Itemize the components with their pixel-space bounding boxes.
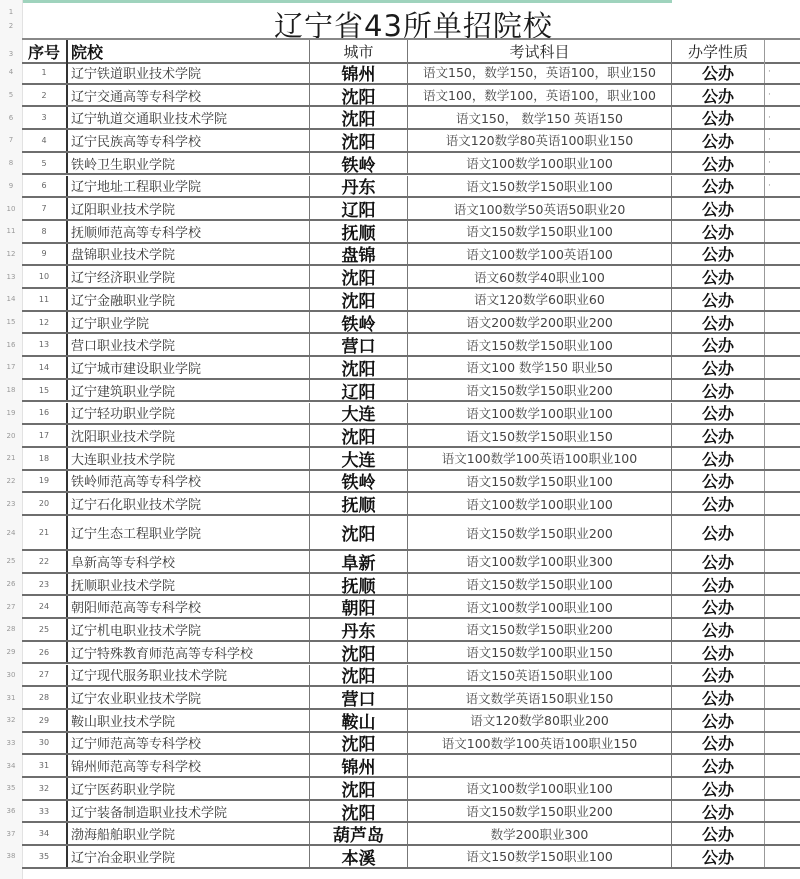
cell-type[interactable]: 公办 xyxy=(672,403,765,424)
table-row xyxy=(22,448,800,471)
cell-extra[interactable] xyxy=(765,289,800,310)
header-city[interactable]: 城市 xyxy=(310,40,408,62)
sheet-row-number[interactable]: 35 xyxy=(6,784,16,793)
cell-type[interactable]: 公办 xyxy=(672,574,765,595)
cell-school[interactable]: 铁岭卫生职业学院 xyxy=(68,153,310,174)
cell-subjects[interactable]: 语文150数学150职业100 xyxy=(408,176,672,197)
cell-school[interactable]: 辽宁轨道交通职业技术学院 xyxy=(68,107,310,128)
cell-city[interactable]: 锦州 xyxy=(310,755,408,776)
cell-type[interactable]: 公办 xyxy=(672,221,765,242)
table-row xyxy=(22,710,800,733)
cell-type[interactable]: 公办 xyxy=(672,687,765,708)
cell-school[interactable]: 辽宁农业职业技术学院 xyxy=(68,687,310,708)
table-row xyxy=(22,380,800,403)
sheet-row-number[interactable]: 22 xyxy=(6,476,16,485)
cell-no[interactable]: 3 xyxy=(22,107,68,128)
cell-city[interactable]: 沈阳 xyxy=(310,425,408,446)
sheet-row-number[interactable]: 14 xyxy=(6,295,16,304)
cell-subjects[interactable]: 语文150数学150职业100 xyxy=(408,334,672,355)
cell-extra[interactable]: · xyxy=(768,135,771,146)
cell-type[interactable]: 公办 xyxy=(672,642,765,663)
cell-type[interactable]: 公办 xyxy=(672,755,765,776)
cell-no[interactable]: 14 xyxy=(22,357,68,378)
cell-city[interactable]: 沈阳 xyxy=(310,665,408,686)
cell-school[interactable]: 大连职业技术学院 xyxy=(68,448,310,469)
cell-extra[interactable]: · xyxy=(768,180,771,191)
cell-school[interactable]: 辽宁师范高等专科学校 xyxy=(68,733,310,754)
cell-type[interactable]: 公办 xyxy=(672,380,765,401)
cell-city[interactable]: 沈阳 xyxy=(310,642,408,663)
cell-extra[interactable] xyxy=(765,334,800,355)
cell-subjects[interactable]: 语文100数学100职业100 xyxy=(408,403,672,424)
cell-school[interactable]: 鞍山职业技术学院 xyxy=(68,710,310,731)
cell-type[interactable]: 公办 xyxy=(672,493,765,514)
sheet-row-number[interactable]: 21 xyxy=(6,454,16,463)
cell-subjects[interactable]: 语文100 数学150 职业50 xyxy=(408,357,672,378)
sheet-row-number[interactable]: 8 xyxy=(8,159,14,168)
cell-school[interactable]: 营口职业技术学院 xyxy=(68,334,310,355)
table-row xyxy=(22,107,800,130)
sheet-row-number[interactable]: 24 xyxy=(6,528,16,537)
cell-subjects[interactable]: 语文150， 数学150 英语150 xyxy=(408,107,672,128)
table-row xyxy=(22,642,800,665)
cell-subjects[interactable]: 语文120数学80职业200 xyxy=(408,710,672,731)
cell-school[interactable]: 辽宁石化职业技术学院 xyxy=(68,493,310,514)
cell-city[interactable]: 抚顺 xyxy=(310,574,408,595)
cell-type[interactable]: 公办 xyxy=(672,471,765,492)
cell-subjects[interactable]: 语文150数学150职业100 xyxy=(408,221,672,242)
table-row xyxy=(22,574,800,597)
cell-school[interactable]: 辽宁职业学院 xyxy=(68,312,310,333)
cell-extra[interactable]: · xyxy=(768,158,771,169)
cell-no[interactable]: 5 xyxy=(22,153,68,174)
sheet-row-number[interactable]: 27 xyxy=(6,602,16,611)
cell-extra[interactable] xyxy=(765,380,800,401)
cell-school[interactable]: 辽宁建筑职业学院 xyxy=(68,380,310,401)
table-row xyxy=(22,198,800,221)
cell-subjects[interactable]: 语文150数学150职业100 xyxy=(408,574,672,595)
cell-extra[interactable]: · xyxy=(768,67,771,78)
cell-city[interactable]: 沈阳 xyxy=(310,130,408,151)
cell-subjects[interactable]: 语文100数学50英语50职业20 xyxy=(408,198,672,219)
cell-extra[interactable] xyxy=(765,266,800,287)
cell-extra[interactable] xyxy=(765,448,800,469)
cell-type[interactable]: 公办 xyxy=(672,62,765,83)
sheet-row-number[interactable]: 10 xyxy=(6,204,16,213)
cell-city[interactable]: 本溪 xyxy=(310,846,408,867)
header-row xyxy=(22,38,800,64)
cell-type[interactable]: 公办 xyxy=(672,289,765,310)
cell-no[interactable]: 28 xyxy=(22,687,68,708)
cell-school[interactable]: 辽宁民族高等专科学校 xyxy=(68,130,310,151)
table-row xyxy=(22,403,800,426)
cell-school[interactable]: 辽宁机电职业技术学院 xyxy=(68,619,310,640)
cell-extra[interactable] xyxy=(765,471,800,492)
cell-no[interactable]: 31 xyxy=(22,755,68,776)
cell-subjects[interactable]: 语文120数学80英语100职业150 xyxy=(408,130,672,151)
cell-subjects[interactable]: 语文100数学100职业100 xyxy=(408,153,672,174)
cell-extra[interactable] xyxy=(765,493,800,514)
cell-extra[interactable] xyxy=(765,710,800,731)
cell-city[interactable]: 营口 xyxy=(310,687,408,708)
cell-extra[interactable] xyxy=(765,778,800,799)
cell-extra[interactable] xyxy=(765,574,800,595)
cell-city[interactable]: 沈阳 xyxy=(310,516,408,549)
table-row xyxy=(22,755,800,778)
cell-no[interactable]: 29 xyxy=(22,710,68,731)
cell-school[interactable]: 辽宁金融职业学院 xyxy=(68,289,310,310)
sheet-row-number[interactable]: 20 xyxy=(6,431,16,440)
cell-type[interactable]: 公办 xyxy=(672,551,765,572)
cell-subjects[interactable]: 语文150数学150职业150 xyxy=(408,425,672,446)
cell-type[interactable]: 公办 xyxy=(672,357,765,378)
table-row xyxy=(22,130,800,153)
cell-subjects[interactable]: 语文150数学150职业100 xyxy=(408,846,672,867)
sheet-row-number[interactable]: 6 xyxy=(8,113,14,122)
sheet-row-number[interactable]: 18 xyxy=(6,386,16,395)
cell-extra[interactable]: · xyxy=(768,90,771,101)
cell-school[interactable]: 阜新高等专科学校 xyxy=(68,551,310,572)
table-row xyxy=(22,244,800,267)
cell-type[interactable]: 公办 xyxy=(672,448,765,469)
sheet-row-number[interactable]: 31 xyxy=(6,693,16,702)
cell-subjects[interactable]: 语文150数学150职业200 xyxy=(408,801,672,822)
cell-type[interactable]: 公办 xyxy=(672,107,765,128)
cell-school[interactable]: 辽宁特殊教育师范高等专科学校 xyxy=(68,642,310,663)
cell-subjects[interactable]: 语文100数学100英语100 xyxy=(408,244,672,265)
sheet-row-number[interactable]: 38 xyxy=(6,852,16,861)
cell-no[interactable]: 7 xyxy=(22,198,68,219)
sheet-row-number[interactable]: 7 xyxy=(8,136,14,145)
cell-extra[interactable] xyxy=(765,198,800,219)
row-number-gutter xyxy=(0,0,23,879)
cell-subjects[interactable]: 语文100数学100英语100职业100 xyxy=(408,448,672,469)
sheet-row-number[interactable]: 36 xyxy=(6,807,16,816)
cell-extra[interactable] xyxy=(765,425,800,446)
cell-subjects[interactable]: 语文200数学200职业200 xyxy=(408,312,672,333)
table-row xyxy=(22,801,800,824)
cell-school[interactable]: 辽宁城市建设职业学院 xyxy=(68,357,310,378)
sheet-row-number[interactable]: 15 xyxy=(6,318,16,327)
cell-no[interactable]: 22 xyxy=(22,551,68,572)
cell-school[interactable]: 盘锦职业技术学院 xyxy=(68,244,310,265)
cell-no[interactable]: 8 xyxy=(22,221,68,242)
cell-type[interactable]: 公办 xyxy=(672,516,765,549)
cell-city[interactable]: 抚顺 xyxy=(310,221,408,242)
sheet-row-number[interactable]: 37 xyxy=(6,829,16,838)
cell-type[interactable]: 公办 xyxy=(672,846,765,867)
cell-subjects[interactable]: 语文100数学100职业300 xyxy=(408,551,672,572)
sheet-row-number[interactable]: 11 xyxy=(6,227,16,236)
cell-subjects[interactable]: 语文数学英语150职业150 xyxy=(408,687,672,708)
header-no[interactable]: 序号 xyxy=(22,40,68,62)
sheet-row-number[interactable]: 5 xyxy=(8,91,14,100)
cell-city[interactable]: 沈阳 xyxy=(310,266,408,287)
sheet-row-number[interactable]: 23 xyxy=(6,499,16,508)
table-row xyxy=(22,665,800,688)
table-row xyxy=(22,596,800,619)
cell-no[interactable]: 26 xyxy=(22,642,68,663)
cell-no[interactable]: 13 xyxy=(22,334,68,355)
cell-type[interactable]: 公办 xyxy=(672,425,765,446)
sheet-row-number[interactable]: 12 xyxy=(6,249,16,258)
cell-type[interactable]: 公办 xyxy=(672,153,765,174)
cell-type[interactable]: 公办 xyxy=(672,710,765,731)
table-row xyxy=(22,289,800,312)
cell-school[interactable]: 辽宁经济职业学院 xyxy=(68,266,310,287)
cell-no[interactable]: 15 xyxy=(22,380,68,401)
cell-extra[interactable] xyxy=(765,619,800,640)
sheet-row-number[interactable]: 29 xyxy=(6,648,16,657)
cell-city[interactable]: 盘锦 xyxy=(310,244,408,265)
cell-no[interactable]: 21 xyxy=(22,516,68,549)
cell-subjects[interactable]: 语文150数学150职业100 xyxy=(408,471,672,492)
cell-extra[interactable] xyxy=(765,665,800,686)
cell-city[interactable]: 大连 xyxy=(310,403,408,424)
cell-no[interactable]: 33 xyxy=(22,801,68,822)
cell-school[interactable]: 辽宁装备制造职业技术学院 xyxy=(68,801,310,822)
title-row xyxy=(22,3,800,43)
cell-extra[interactable] xyxy=(765,801,800,822)
cell-no[interactable]: 11 xyxy=(22,289,68,310)
sheet-row-number[interactable]: 13 xyxy=(6,272,16,281)
cell-type[interactable]: 公办 xyxy=(672,266,765,287)
cell-school[interactable]: 辽宁现代服务职业技术学院 xyxy=(68,665,310,686)
cell-type[interactable]: 公办 xyxy=(672,665,765,686)
cell-extra[interactable] xyxy=(765,221,800,242)
cell-city[interactable]: 铁岭 xyxy=(310,312,408,333)
cell-no[interactable]: 18 xyxy=(22,448,68,469)
cell-subjects[interactable]: 语文150，数学150，英语100，职业150 xyxy=(408,62,672,83)
cell-subjects[interactable]: 语文100数学100职业100 xyxy=(408,596,672,617)
cell-extra[interactable] xyxy=(765,357,800,378)
sheet-row-number[interactable]: 25 xyxy=(6,557,16,566)
cell-subjects[interactable]: 语文100，数学100，英语100，职业100 xyxy=(408,85,672,106)
cell-city[interactable]: 辽阳 xyxy=(310,380,408,401)
cell-extra[interactable] xyxy=(765,642,800,663)
table-row xyxy=(22,733,800,756)
table-row xyxy=(22,176,800,199)
cell-subjects[interactable] xyxy=(408,755,672,776)
cell-no[interactable]: 32 xyxy=(22,778,68,799)
table-row xyxy=(22,266,800,289)
cell-type[interactable]: 公办 xyxy=(672,778,765,799)
cell-type[interactable]: 公办 xyxy=(672,312,765,333)
cell-type[interactable]: 公办 xyxy=(672,130,765,151)
cell-type[interactable]: 公办 xyxy=(672,801,765,822)
sheet-row-number[interactable]: 1 xyxy=(8,8,14,16)
cell-no[interactable]: 23 xyxy=(22,574,68,595)
cell-no[interactable]: 16 xyxy=(22,403,68,424)
cell-type[interactable]: 公办 xyxy=(672,619,765,640)
cell-no[interactable]: 19 xyxy=(22,471,68,492)
sheet-row-number[interactable]: 33 xyxy=(6,738,16,747)
cell-subjects[interactable]: 语文150数学150职业200 xyxy=(408,619,672,640)
cell-school[interactable]: 辽宁生态工程职业学院 xyxy=(68,516,310,549)
cell-extra[interactable] xyxy=(765,551,800,572)
table-row xyxy=(22,62,800,85)
cell-school[interactable]: 渤海船舶职业学院 xyxy=(68,823,310,844)
cell-type[interactable]: 公办 xyxy=(672,85,765,106)
table-row xyxy=(22,619,800,642)
cell-school[interactable]: 抚顺职业技术学院 xyxy=(68,574,310,595)
cell-no[interactable]: 12 xyxy=(22,312,68,333)
cell-city[interactable]: 沈阳 xyxy=(310,289,408,310)
cell-school[interactable]: 辽宁铁道职业技术学院 xyxy=(68,62,310,83)
cell-no[interactable]: 34 xyxy=(22,823,68,844)
cell-school[interactable]: 辽宁冶金职业学院 xyxy=(68,846,310,867)
cell-city[interactable]: 营口 xyxy=(310,334,408,355)
table-row xyxy=(22,846,800,869)
cell-city[interactable]: 铁岭 xyxy=(310,471,408,492)
table-row xyxy=(22,357,800,380)
cell-school[interactable]: 铁岭师范高等专科学校 xyxy=(68,471,310,492)
cell-extra[interactable] xyxy=(765,823,800,844)
sheet-row-number[interactable]: 16 xyxy=(6,340,16,349)
cell-city[interactable]: 沈阳 xyxy=(310,801,408,822)
cell-subjects[interactable]: 语文60数学40职业100 xyxy=(408,266,672,287)
cell-city[interactable]: 沈阳 xyxy=(310,107,408,128)
cell-city[interactable]: 辽阳 xyxy=(310,198,408,219)
cell-school[interactable]: 朝阳师范高等专科学校 xyxy=(68,596,310,617)
sheet-row-number[interactable]: 4 xyxy=(8,68,14,77)
sheet-row-number[interactable]: 17 xyxy=(6,363,16,372)
cell-city[interactable]: 阜新 xyxy=(310,551,408,572)
table-row xyxy=(22,687,800,710)
cell-type[interactable]: 公办 xyxy=(672,596,765,617)
cell-subjects[interactable]: 数学200职业300 xyxy=(408,823,672,844)
cell-extra[interactable] xyxy=(765,403,800,424)
cell-subjects[interactable]: 语文100数学100职业100 xyxy=(408,493,672,514)
cell-subjects[interactable]: 语文150数学150职业200 xyxy=(408,380,672,401)
table-row xyxy=(22,425,800,448)
table-row xyxy=(22,312,800,335)
cell-city[interactable]: 沈阳 xyxy=(310,85,408,106)
cell-extra[interactable] xyxy=(765,755,800,776)
sheet-row-number[interactable]: 30 xyxy=(6,670,16,679)
cell-city[interactable]: 沈阳 xyxy=(310,778,408,799)
cell-city[interactable]: 沈阳 xyxy=(310,357,408,378)
cell-school[interactable]: 辽宁医药职业学院 xyxy=(68,778,310,799)
cell-no[interactable]: 24 xyxy=(22,596,68,617)
cell-subjects[interactable]: 语文150数学100职业150 xyxy=(408,642,672,663)
table-row xyxy=(22,493,800,516)
cell-city[interactable]: 鞍山 xyxy=(310,710,408,731)
cell-extra[interactable]: · xyxy=(768,112,771,123)
sheet-row-number[interactable]: 3 xyxy=(8,50,14,58)
cell-school[interactable]: 沈阳职业技术学院 xyxy=(68,425,310,446)
cell-no[interactable]: 30 xyxy=(22,733,68,754)
cell-extra[interactable] xyxy=(765,244,800,265)
cell-no[interactable]: 25 xyxy=(22,619,68,640)
header-school[interactable]: 院校 xyxy=(68,40,310,62)
cell-city[interactable]: 朝阳 xyxy=(310,596,408,617)
cell-subjects[interactable]: 语文120数学60职业60 xyxy=(408,289,672,310)
cell-no[interactable]: 9 xyxy=(22,244,68,265)
cell-subjects[interactable]: 语文100数学100英语100职业150 xyxy=(408,733,672,754)
cell-extra[interactable] xyxy=(765,312,800,333)
table-row xyxy=(22,221,800,244)
cell-extra[interactable] xyxy=(765,687,800,708)
cell-no[interactable]: 6 xyxy=(22,176,68,197)
cell-school[interactable]: 辽宁交通高等专科学校 xyxy=(68,85,310,106)
cell-extra[interactable] xyxy=(765,846,800,867)
sheet-row-number[interactable]: 9 xyxy=(8,181,14,190)
cell-city[interactable]: 铁岭 xyxy=(310,153,408,174)
cell-city[interactable]: 沈阳 xyxy=(310,733,408,754)
table-row xyxy=(22,778,800,801)
cell-type[interactable]: 公办 xyxy=(672,176,765,197)
cell-school[interactable]: 抚顺师范高等专科学校 xyxy=(68,221,310,242)
table-row xyxy=(22,551,800,574)
cell-no[interactable]: 2 xyxy=(22,85,68,106)
header-type[interactable]: 办学性质 xyxy=(672,40,765,62)
cell-no[interactable]: 27 xyxy=(22,665,68,686)
sheet-row-number[interactable]: 32 xyxy=(6,716,16,725)
cell-city[interactable]: 丹东 xyxy=(310,619,408,640)
cell-city[interactable]: 丹东 xyxy=(310,176,408,197)
cell-extra[interactable] xyxy=(765,733,800,754)
table-row xyxy=(22,471,800,494)
sheet-row-number[interactable]: 2 xyxy=(8,22,14,30)
cell-subjects[interactable]: 语文150英语150职业100 xyxy=(408,665,672,686)
cell-no[interactable]: 1 xyxy=(22,62,68,83)
cell-city[interactable]: 大连 xyxy=(310,448,408,469)
cell-city[interactable]: 抚顺 xyxy=(310,493,408,514)
cell-city[interactable]: 葫芦岛 xyxy=(310,823,408,844)
cell-no[interactable]: 35 xyxy=(22,846,68,867)
table-row xyxy=(22,85,800,108)
cell-type[interactable]: 公办 xyxy=(672,334,765,355)
cell-no[interactable]: 4 xyxy=(22,130,68,151)
cell-school[interactable]: 辽宁地址工程职业学院 xyxy=(68,176,310,197)
cell-no[interactable]: 20 xyxy=(22,493,68,514)
sheet-row-number[interactable]: 26 xyxy=(6,580,16,589)
cell-school[interactable]: 辽阳职业技术学院 xyxy=(68,198,310,219)
cell-no[interactable]: 17 xyxy=(22,425,68,446)
cell-city[interactable]: 锦州 xyxy=(310,62,408,83)
cell-type[interactable]: 公办 xyxy=(672,823,765,844)
cell-type[interactable]: 公办 xyxy=(672,198,765,219)
cell-subjects[interactable]: 语文150数学150职业200 xyxy=(408,516,672,549)
table-row xyxy=(22,153,800,176)
sheet-row-number[interactable]: 28 xyxy=(6,625,16,634)
cell-subjects[interactable]: 语文100数学100职业100 xyxy=(408,778,672,799)
cell-type[interactable]: 公办 xyxy=(672,733,765,754)
cell-extra[interactable] xyxy=(765,516,800,549)
sheet-row-number[interactable]: 19 xyxy=(6,408,16,417)
header-subjects[interactable]: 考试科目 xyxy=(408,40,672,62)
sheet-title: 辽宁省43所单招院校 xyxy=(274,9,553,43)
cell-type[interactable]: 公办 xyxy=(672,244,765,265)
cell-school[interactable]: 辽宁轻功职业学院 xyxy=(68,403,310,424)
cell-school[interactable]: 锦州师范高等专科学校 xyxy=(68,755,310,776)
table-row xyxy=(22,334,800,357)
sheet-row-number[interactable]: 34 xyxy=(6,761,16,770)
table-row xyxy=(22,823,800,846)
table-row xyxy=(22,516,800,551)
cell-extra[interactable] xyxy=(765,596,800,617)
header-extra[interactable] xyxy=(765,40,800,62)
cell-no[interactable]: 10 xyxy=(22,266,68,287)
